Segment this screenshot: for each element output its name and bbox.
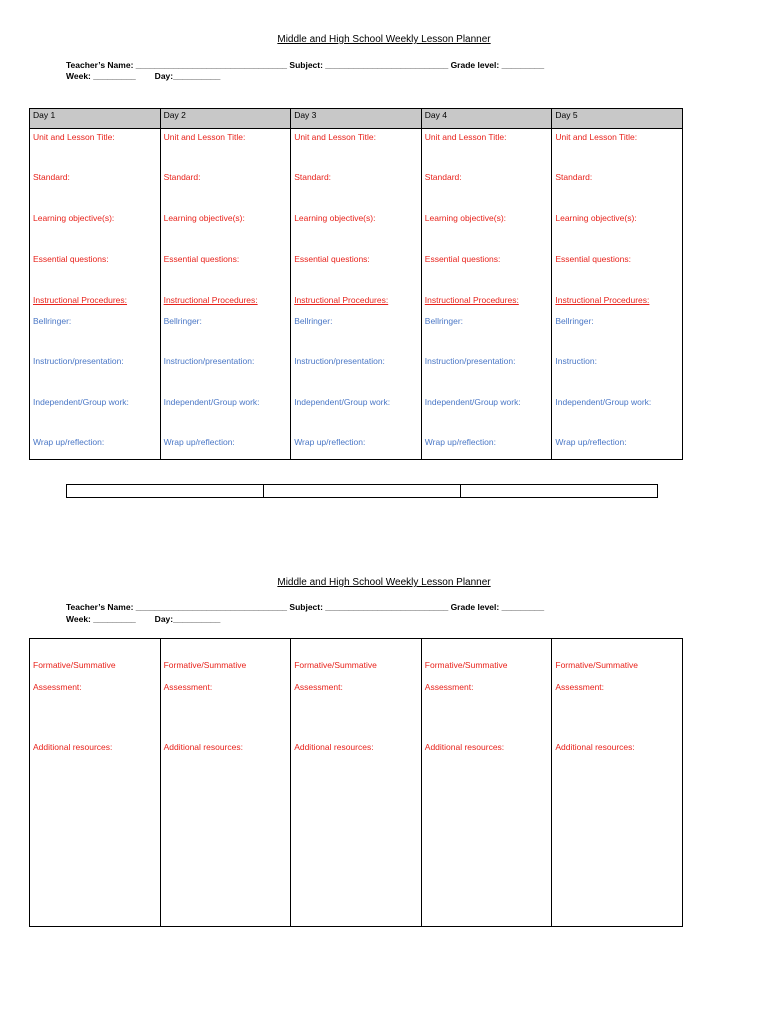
page-title: Middle and High School Weekly Lesson Planner	[277, 577, 491, 588]
instructional-procedures-label: Instructional Procedures:	[555, 295, 650, 305]
essential-questions-label: Essential questions:	[163, 254, 240, 264]
assessment-table	[29, 638, 683, 927]
day-header: Day 4	[421, 109, 552, 129]
wrap-up-label: Wrap up/reflection:	[163, 437, 235, 447]
group-work-label: Independent/Group work:	[424, 397, 521, 407]
instruction-label: Instruction/presentation:	[294, 356, 385, 366]
formative-summative-label: Formative/Summative	[424, 660, 508, 670]
instruction-label: Instruction/presentation:	[163, 356, 255, 366]
week-day-line: Week: _________ Day:__________	[66, 614, 221, 624]
essential-questions-label: Essential questions:	[424, 254, 501, 264]
standard-label: Standard:	[33, 172, 70, 182]
standard-label: Standard:	[163, 172, 201, 182]
additional-resources-label: Additional resources:	[555, 742, 635, 752]
formative-summative-label: Formative/Summative	[555, 660, 639, 670]
learning-objective-label: Learning objective(s):	[294, 213, 376, 223]
bellringer-label: Bellringer:	[424, 316, 464, 326]
learning-objective-label: Learning objective(s):	[33, 213, 115, 223]
unit-lesson-title-label: Unit and Lesson Title:	[555, 132, 638, 142]
formative-summative-label: Formative/Summative	[163, 660, 247, 670]
assessment-cell[interactable]	[291, 639, 422, 927]
assessment-label: Assessment:	[163, 682, 213, 692]
standard-label: Standard:	[424, 172, 462, 182]
group-work-label: Independent/Group work:	[294, 397, 391, 407]
day-header: Day 5	[552, 109, 683, 129]
additional-resources-label: Additional resources:	[424, 742, 505, 752]
instructional-procedures-label: Instructional Procedures:	[163, 295, 258, 305]
unit-lesson-title-label: Unit and Lesson Title:	[424, 132, 507, 142]
formative-summative-label: Formative/Summative	[33, 660, 116, 670]
teacher-subject-grade-line: Teacher’s Name: ________________________________ Subject: __________________________ Grade level: _________	[66, 602, 545, 612]
blank-cell[interactable]	[67, 485, 264, 498]
unit-lesson-title-label: Unit and Lesson Title:	[294, 132, 376, 142]
instruction-label: Instruction/presentation:	[424, 356, 516, 366]
weekly-plan-table	[29, 108, 683, 460]
group-work-label: Independent/Group work:	[33, 397, 129, 407]
unit-lesson-title-label: Unit and Lesson Title:	[163, 132, 246, 142]
additional-resources-label: Additional resources:	[163, 742, 243, 752]
wrap-up-label: Wrap up/reflection:	[424, 437, 496, 447]
assessment-cell[interactable]	[421, 639, 552, 927]
teacher-subject-grade-line: Teacher’s Name: ________________________________ Subject: __________________________ Grade level: _________	[66, 60, 545, 70]
page-title: Middle and High School Weekly Lesson Planner	[277, 34, 491, 45]
bellringer-label: Bellringer:	[163, 316, 202, 326]
day-cell[interactable]	[30, 129, 161, 460]
essential-questions-label: Essential questions:	[294, 254, 370, 264]
day-header: Day 1	[30, 109, 161, 129]
wrap-up-label: Wrap up/reflection:	[555, 437, 627, 447]
week-day-line: Week: _________ Day:__________	[66, 71, 221, 81]
unit-lesson-title-label: Unit and Lesson Title:	[33, 132, 115, 142]
assessment-cell[interactable]	[552, 639, 683, 927]
day-cell[interactable]	[291, 129, 422, 460]
group-work-label: Independent/Group work:	[163, 397, 260, 407]
standard-label: Standard:	[555, 172, 593, 182]
group-work-label: Independent/Group work:	[555, 397, 652, 407]
day-content-row	[30, 129, 683, 460]
assessment-label: Assessment:	[33, 682, 82, 692]
instructional-procedures-label: Instructional Procedures:	[294, 295, 389, 305]
assessment-label: Assessment:	[424, 682, 474, 692]
formative-summative-label: Formative/Summative	[294, 660, 377, 670]
day-header-row	[30, 109, 683, 129]
bellringer-label: Bellringer:	[33, 316, 72, 326]
assessment-label: Assessment:	[555, 682, 605, 692]
essential-questions-label: Essential questions:	[33, 254, 109, 264]
day-header: Day 2	[160, 109, 291, 129]
blank-cell[interactable]	[461, 485, 658, 498]
assessment-cell[interactable]	[30, 639, 161, 927]
blank-footer-table	[66, 484, 658, 498]
learning-objective-label: Learning objective(s):	[424, 213, 507, 223]
day-cell[interactable]	[552, 129, 683, 460]
instructional-procedures-label: Instructional Procedures:	[424, 295, 519, 305]
blank-cell[interactable]	[264, 485, 461, 498]
additional-resources-label: Additional resources:	[294, 742, 374, 752]
standard-label: Standard:	[294, 172, 332, 182]
wrap-up-label: Wrap up/reflection:	[33, 437, 105, 447]
essential-questions-label: Essential questions:	[555, 254, 631, 264]
blank-footer-row	[67, 485, 658, 498]
learning-objective-label: Learning objective(s):	[163, 213, 245, 223]
assessment-label: Assessment:	[294, 682, 343, 692]
instructional-procedures-label: Instructional Procedures:	[33, 295, 128, 305]
learning-objective-label: Learning objective(s):	[555, 213, 637, 223]
instruction-label: Instruction:	[555, 356, 597, 366]
wrap-up-label: Wrap up/reflection:	[294, 437, 366, 447]
day-cell[interactable]	[421, 129, 552, 460]
bellringer-label: Bellringer:	[294, 316, 333, 326]
day-header: Day 3	[291, 109, 422, 129]
day-cell[interactable]	[160, 129, 291, 460]
instruction-label: Instruction/presentation:	[33, 356, 124, 366]
assessment-cell[interactable]	[160, 639, 291, 927]
assessment-row	[30, 639, 683, 927]
additional-resources-label: Additional resources:	[33, 742, 113, 752]
bellringer-label: Bellringer:	[555, 316, 594, 326]
